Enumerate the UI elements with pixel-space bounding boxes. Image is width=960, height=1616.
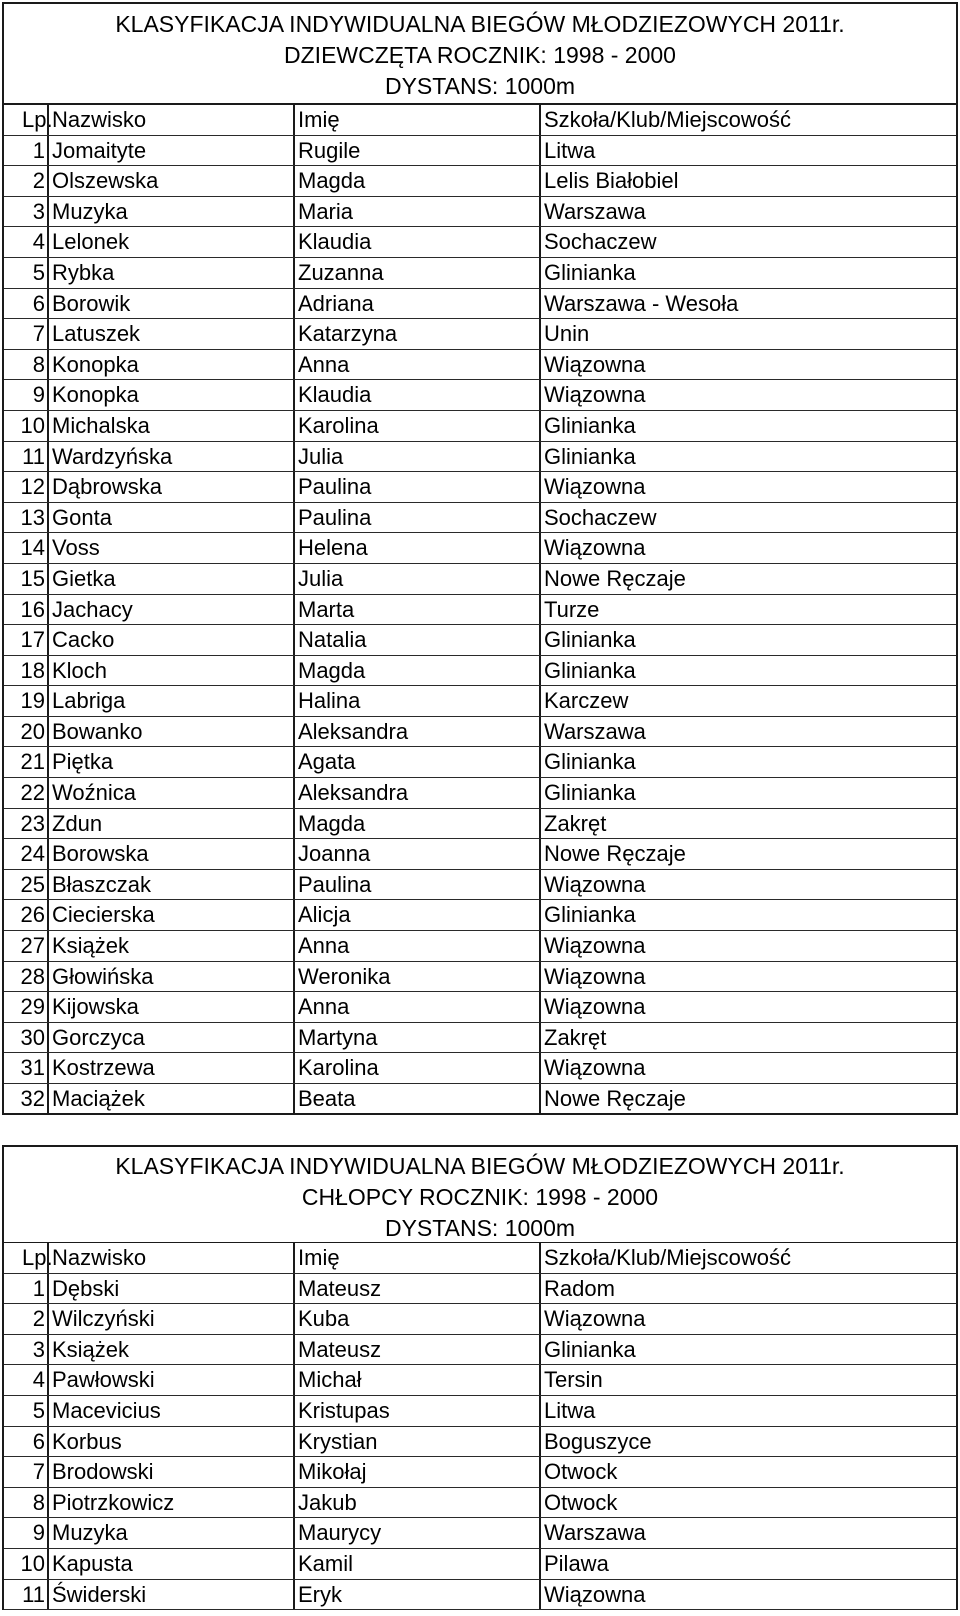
cell-club: Wiązowna <box>539 350 956 380</box>
cell-surname: Macevicius <box>47 1396 293 1426</box>
cell-club: Glinianka <box>539 778 956 808</box>
cell-name: Anna <box>293 992 539 1022</box>
cell-lp: 31 <box>20 1055 45 1081</box>
cell-lp: 5 <box>32 1397 45 1423</box>
table-row <box>4 870 956 901</box>
cell-club: Zakręt <box>539 1023 956 1053</box>
table-header-row <box>4 105 956 136</box>
cell-club: Glinianka <box>539 258 956 288</box>
cell-club: Turze <box>539 595 956 625</box>
cell-lp: 2 <box>32 168 45 194</box>
cell-name: Martyna <box>293 1023 539 1053</box>
cell-lp: 11 <box>22 1581 45 1607</box>
cell-club: Glinianka <box>539 1335 956 1365</box>
table-row <box>4 319 956 350</box>
cell-surname: Zdun <box>47 809 293 839</box>
boys-classification-table <box>2 1145 958 1610</box>
cell-name: Weronika <box>293 962 539 992</box>
cell-surname: Labriga <box>47 686 293 716</box>
header-lp: Lp. <box>22 107 53 132</box>
cell-name: Beata <box>293 1084 539 1113</box>
cell-club: Unin <box>539 319 956 349</box>
cell-name: Mikołaj <box>293 1457 539 1487</box>
cell-lp: 28 <box>20 963 45 989</box>
cell-club: Litwa <box>539 1396 956 1426</box>
cell-surname: Cacko <box>47 625 293 655</box>
cell-surname: Borowska <box>47 839 293 869</box>
table-row <box>4 1304 956 1335</box>
cell-lp: 2 <box>32 1306 45 1332</box>
cell-surname: Książek <box>47 931 293 961</box>
cell-name: Michał <box>293 1365 539 1395</box>
cell-surname: Wilczyński <box>47 1304 293 1334</box>
cell-surname: Kapusta <box>47 1549 293 1579</box>
cell-surname: Konopka <box>47 350 293 380</box>
cell-name: Alicja <box>293 900 539 930</box>
cell-surname: Borowik <box>47 289 293 319</box>
cell-surname: Bowanko <box>47 717 293 747</box>
cell-surname: Voss <box>47 533 293 563</box>
table-title-block <box>4 4 956 105</box>
cell-surname: Kijowska <box>47 992 293 1022</box>
table-row <box>4 900 956 931</box>
cell-surname: Konopka <box>47 380 293 410</box>
cell-lp: 9 <box>32 1520 45 1546</box>
cell-lp: 7 <box>32 1459 45 1485</box>
cell-club: Wiązowna <box>539 870 956 900</box>
cell-club: Glinianka <box>539 442 956 472</box>
cell-surname: Muzyka <box>47 1518 293 1548</box>
cell-lp: 26 <box>20 902 45 928</box>
cell-lp: 29 <box>20 994 45 1020</box>
distance-label: DYSTANS: 1000m <box>384 73 576 99</box>
table-row <box>4 533 956 564</box>
cell-name: Rugile <box>293 136 539 166</box>
cell-surname: Gonta <box>47 503 293 533</box>
cell-club: Wiązowna <box>539 1053 956 1083</box>
cell-club: Glinianka <box>539 625 956 655</box>
cell-surname: Jomaityte <box>47 136 293 166</box>
cell-name: Paulina <box>293 472 539 502</box>
cell-club: Wiązowna <box>539 992 956 1022</box>
cell-surname: Michalska <box>47 411 293 441</box>
table-row <box>4 809 956 840</box>
table-row <box>4 1365 956 1396</box>
cell-surname: Woźnica <box>47 778 293 808</box>
cell-lp: 25 <box>20 871 45 897</box>
cell-surname: Muzyka <box>47 197 293 227</box>
header-name: Imię <box>293 1243 539 1273</box>
cell-lp: 6 <box>32 290 45 316</box>
cell-lp: 14 <box>20 535 45 561</box>
cell-lp: 30 <box>20 1024 45 1050</box>
cell-name: Paulina <box>293 503 539 533</box>
cell-lp: 11 <box>22 443 45 469</box>
cell-name: Magda <box>293 809 539 839</box>
cell-name: Halina <box>293 686 539 716</box>
cell-club: Sochaczew <box>539 227 956 257</box>
cell-name: Anna <box>293 350 539 380</box>
cell-name: Agata <box>293 747 539 777</box>
table-row <box>4 1488 956 1519</box>
cell-surname: Dębski <box>47 1274 293 1304</box>
cell-name: Kamil <box>293 1549 539 1579</box>
table-row <box>4 992 956 1023</box>
table-row <box>4 962 956 993</box>
cell-name: Kuba <box>293 1304 539 1334</box>
cell-club: Warszawa <box>539 197 956 227</box>
cell-surname: Rybka <box>47 258 293 288</box>
cell-name: Magda <box>293 166 539 196</box>
cell-name: Karolina <box>293 411 539 441</box>
cell-club: Wiązowna <box>539 931 956 961</box>
cell-name: Aleksandra <box>293 778 539 808</box>
table-row <box>4 472 956 503</box>
cell-club: Glinianka <box>539 656 956 686</box>
cell-club: Wiązowna <box>539 533 956 563</box>
table-row <box>4 166 956 197</box>
cell-surname: Maciążek <box>47 1084 293 1113</box>
cell-club: Glinianka <box>539 411 956 441</box>
cell-club: Boguszyce <box>539 1427 956 1457</box>
cell-name: Maria <box>293 197 539 227</box>
cell-club: Wiązowna <box>539 962 956 992</box>
table-row <box>4 1457 956 1488</box>
cell-name: Maurycy <box>293 1518 539 1548</box>
cell-surname: Gorczyca <box>47 1023 293 1053</box>
cell-name: Julia <box>293 564 539 594</box>
table-row <box>4 197 956 228</box>
table-row <box>4 380 956 411</box>
table-row <box>4 747 956 778</box>
table-row <box>4 136 956 167</box>
cell-lp: 24 <box>20 841 45 867</box>
cell-lp: 32 <box>20 1086 45 1111</box>
cell-club: Lelis Białobiel <box>539 166 956 196</box>
table-row <box>4 839 956 870</box>
cell-name: Magda <box>293 656 539 686</box>
cell-club: Radom <box>539 1274 956 1304</box>
cell-name: Marta <box>293 595 539 625</box>
cell-club: Nowe Ręczaje <box>539 1084 956 1113</box>
header-club: Szkoła/Klub/Miejscowość <box>539 105 956 135</box>
cell-name: Anna <box>293 931 539 961</box>
cell-lp: 18 <box>20 657 45 683</box>
cell-name: Katarzyna <box>293 319 539 349</box>
header-lp: Lp. <box>22 1245 53 1270</box>
cell-club: Glinianka <box>539 900 956 930</box>
cell-surname: Piotrzkowicz <box>47 1488 293 1518</box>
cell-lp: 23 <box>20 810 45 836</box>
cell-name: Klaudia <box>293 380 539 410</box>
cell-name: Zuzanna <box>293 258 539 288</box>
cell-lp: 15 <box>20 565 45 591</box>
cell-lp: 16 <box>20 596 45 622</box>
cell-name: Helena <box>293 533 539 563</box>
table-row <box>4 1549 956 1580</box>
cell-club: Nowe Ręczaje <box>539 839 956 869</box>
table-row <box>4 442 956 473</box>
table-row <box>4 1518 956 1549</box>
cell-surname: Ciecierska <box>47 900 293 930</box>
cell-club: Wiązowna <box>539 472 956 502</box>
table-title: KLASYFIKACJA INDYWIDUALNA BIEGÓW MŁODZIEZOWYCH 2011r. <box>115 1153 845 1179</box>
table-row <box>4 595 956 626</box>
cell-surname: Jachacy <box>47 595 293 625</box>
table-row <box>4 656 956 687</box>
cell-lp: 13 <box>20 504 45 530</box>
cell-club: Wiązowna <box>539 1580 956 1610</box>
girls-classification-table <box>2 2 958 1115</box>
cell-club: Wiązowna <box>539 380 956 410</box>
table-row <box>4 625 956 656</box>
table-body <box>4 136 956 1115</box>
cell-lp: 17 <box>20 627 45 653</box>
cell-lp: 20 <box>20 718 45 744</box>
cell-name: Klaudia <box>293 227 539 257</box>
table-row <box>4 289 956 320</box>
table-row <box>4 1580 956 1611</box>
cell-club: Sochaczew <box>539 503 956 533</box>
table-header-row <box>4 1243 956 1274</box>
cell-surname: Wardzyńska <box>47 442 293 472</box>
table-title: KLASYFIKACJA INDYWIDUALNA BIEGÓW MŁODZIEZOWYCH 2011r. <box>115 11 845 37</box>
table-row <box>4 1084 956 1115</box>
table-row <box>4 1335 956 1366</box>
cell-name: Mateusz <box>293 1335 539 1365</box>
cell-name: Eryk <box>293 1580 539 1610</box>
cell-club: Nowe Ręczaje <box>539 564 956 594</box>
cell-surname: Piętka <box>47 747 293 777</box>
cell-surname: Kostrzewa <box>47 1053 293 1083</box>
cell-club: Pilawa <box>539 1549 956 1579</box>
cell-surname: Brodowski <box>47 1457 293 1487</box>
cell-surname: Korbus <box>47 1427 293 1457</box>
cell-lp: 5 <box>32 259 45 285</box>
cell-club: Otwock <box>539 1457 956 1487</box>
cell-lp: 21 <box>20 749 45 775</box>
cell-name: Mateusz <box>293 1274 539 1304</box>
cell-lp: 9 <box>32 382 45 408</box>
header-surname: Nazwisko <box>47 105 293 135</box>
table-row <box>4 1053 956 1084</box>
table-row <box>4 258 956 289</box>
cell-lp: 12 <box>20 474 45 500</box>
table-row <box>4 503 956 534</box>
cell-lp: 4 <box>32 1367 45 1393</box>
cell-surname: Olszewska <box>47 166 293 196</box>
cell-surname: Gietka <box>47 564 293 594</box>
cell-lp: 1 <box>32 137 45 163</box>
cell-club: Warszawa <box>539 1518 956 1548</box>
cell-club: Wiązowna <box>539 1304 956 1334</box>
cell-lp: 8 <box>32 1489 45 1515</box>
cell-name: Krystian <box>293 1427 539 1457</box>
table-row <box>4 931 956 962</box>
cell-name: Julia <box>293 442 539 472</box>
cell-lp: 27 <box>20 933 45 959</box>
distance-label: DYSTANS: 1000m <box>384 1215 576 1241</box>
table-row <box>4 686 956 717</box>
table-row <box>4 227 956 258</box>
cell-club: Zakręt <box>539 809 956 839</box>
cell-name: Natalia <box>293 625 539 655</box>
cell-lp: 10 <box>20 1550 45 1576</box>
table-row <box>4 1396 956 1427</box>
cell-lp: 3 <box>32 1336 45 1362</box>
cell-lp: 4 <box>32 229 45 255</box>
cell-surname: Kloch <box>47 656 293 686</box>
cell-lp: 6 <box>32 1428 45 1454</box>
cell-lp: 8 <box>32 351 45 377</box>
cell-surname: Głowińska <box>47 962 293 992</box>
cell-club: Karczew <box>539 686 956 716</box>
header-name: Imię <box>293 105 539 135</box>
cell-club: Tersin <box>539 1365 956 1395</box>
cell-surname: Pawłowski <box>47 1365 293 1395</box>
cell-name: Adriana <box>293 289 539 319</box>
cell-surname: Dąbrowska <box>47 472 293 502</box>
cell-club: Otwock <box>539 1488 956 1518</box>
cell-surname: Lelonek <box>47 227 293 257</box>
cell-lp: 1 <box>32 1275 45 1301</box>
table-body <box>4 1274 956 1611</box>
cell-club: Warszawa <box>539 717 956 747</box>
header-surname: Nazwisko <box>47 1243 293 1273</box>
category-label: DZIEWCZĘTA ROCZNIK: 1998 - 2000 <box>284 42 676 68</box>
cell-club: Litwa <box>539 136 956 166</box>
cell-name: Jakub <box>293 1488 539 1518</box>
cell-surname: Świderski <box>47 1580 293 1610</box>
cell-lp: 22 <box>20 780 45 806</box>
cell-name: Aleksandra <box>293 717 539 747</box>
table-title-block <box>4 1147 956 1243</box>
cell-lp: 3 <box>32 198 45 224</box>
table-row <box>4 1023 956 1054</box>
cell-surname: Latuszek <box>47 319 293 349</box>
cell-lp: 19 <box>20 688 45 714</box>
table-row <box>4 717 956 748</box>
table-row <box>4 778 956 809</box>
cell-club: Glinianka <box>539 747 956 777</box>
category-label: CHŁOPCY ROCZNIK: 1998 - 2000 <box>301 1184 659 1210</box>
cell-name: Joanna <box>293 839 539 869</box>
cell-surname: Książek <box>47 1335 293 1365</box>
cell-surname: Błaszczak <box>47 870 293 900</box>
cell-name: Paulina <box>293 870 539 900</box>
table-row <box>4 1274 956 1305</box>
cell-lp: 10 <box>20 412 45 438</box>
cell-lp: 7 <box>32 321 45 347</box>
table-row <box>4 411 956 442</box>
table-row <box>4 564 956 595</box>
cell-name: Kristupas <box>293 1396 539 1426</box>
table-row <box>4 1427 956 1458</box>
table-row <box>4 350 956 381</box>
cell-name: Karolina <box>293 1053 539 1083</box>
cell-club: Warszawa - Wesoła <box>539 289 956 319</box>
header-club: Szkoła/Klub/Miejscowość <box>539 1243 956 1273</box>
